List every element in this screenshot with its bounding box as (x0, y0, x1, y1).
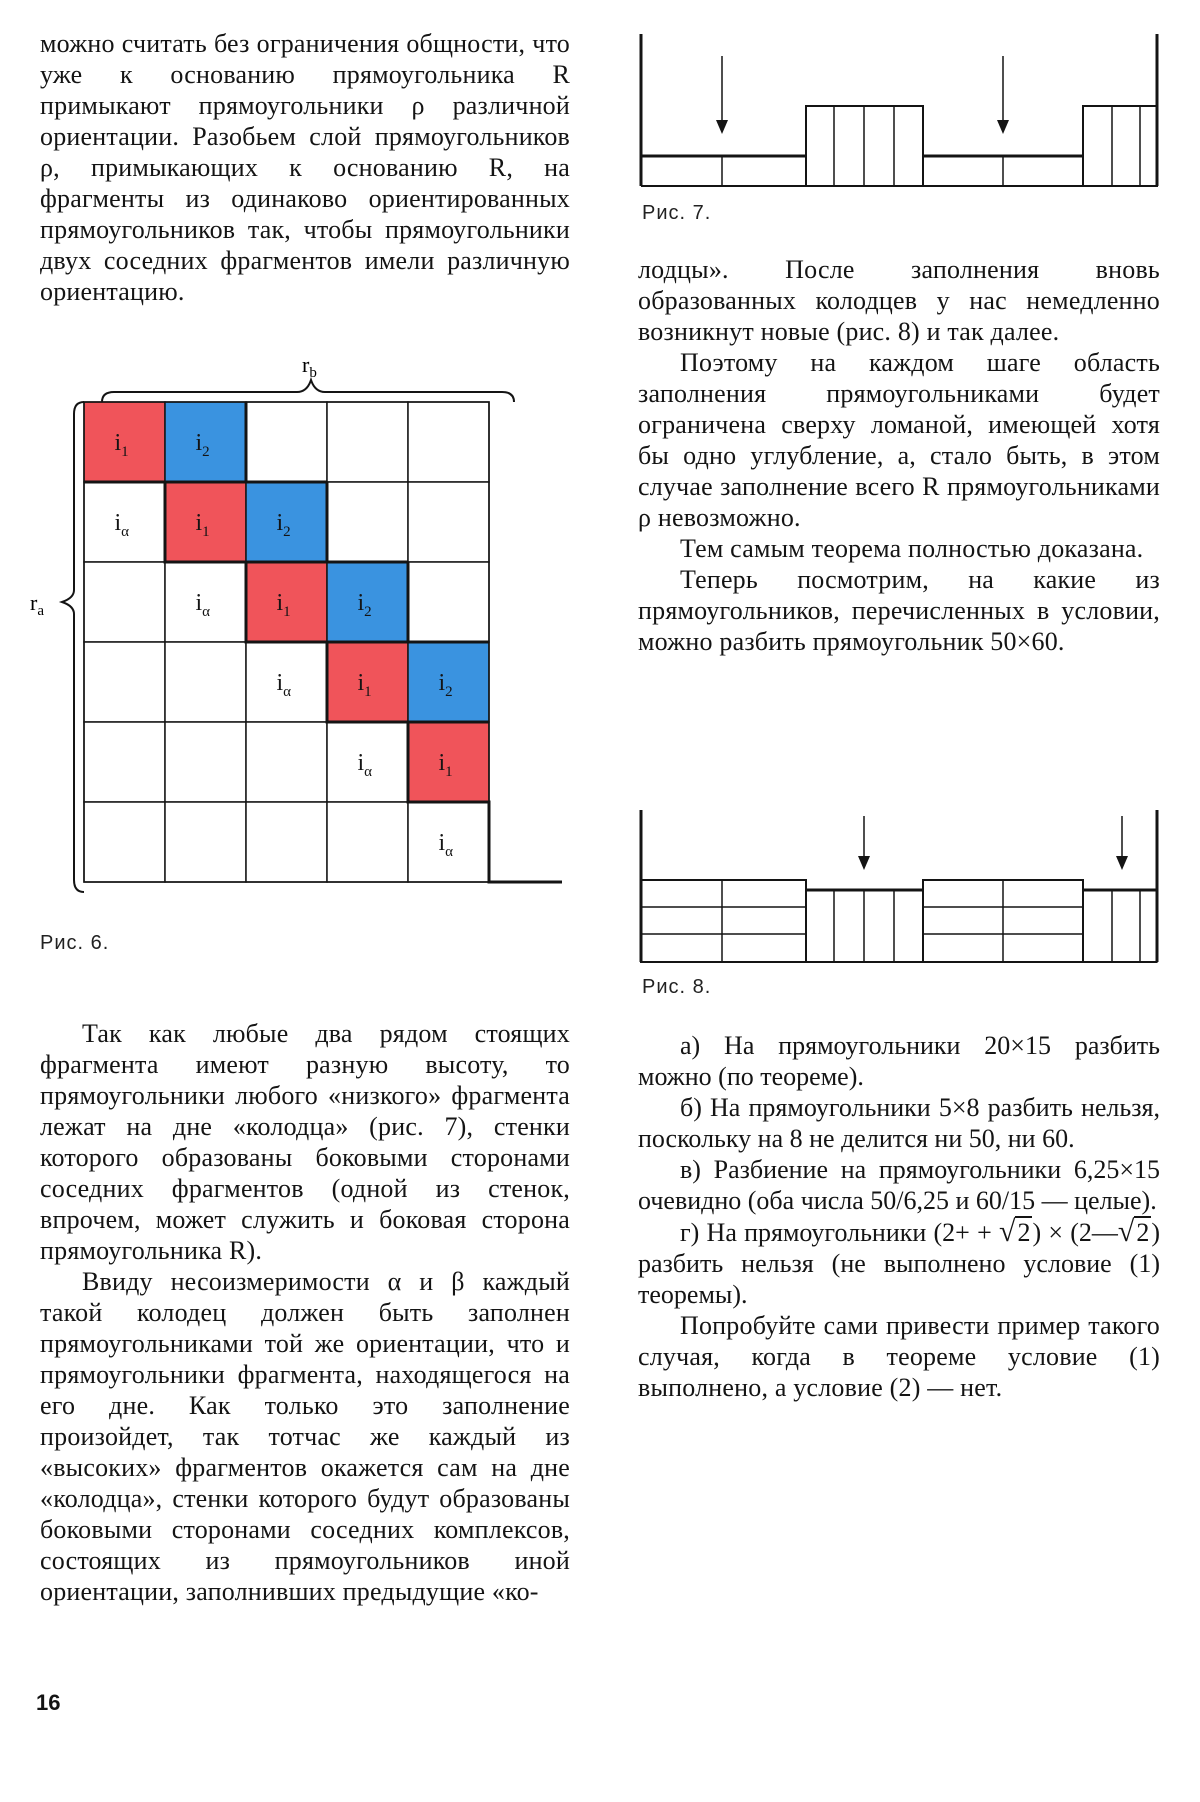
right-paragraph-1: лодцы». После заполнения вновь образованных колодцев у нас немедленно возникнут новые (рис. 8) и так далее. (638, 255, 1160, 346)
figure-8 (638, 810, 1160, 1010)
grid-cell (327, 802, 408, 882)
left-brace (62, 402, 84, 892)
cell-label: $i_\alpha$ (114, 510, 130, 540)
grid-cell (408, 562, 489, 642)
page-number: 16 (36, 1690, 61, 1715)
grid-cell (327, 402, 408, 482)
cell-label: $i_\alpha$ (195, 590, 211, 620)
right-column-lower (638, 1030, 1160, 1403)
left-column (40, 28, 570, 307)
figure-8-diagram (638, 810, 1160, 970)
cell-label: $i_2$ (195, 430, 210, 460)
figure-7 (638, 34, 1160, 234)
cell-label: $i_2$ (357, 590, 372, 620)
figure-7-diagram (638, 34, 1160, 194)
cell-label: $i_1$ (357, 670, 372, 700)
left-paragraph-3: Ввиду несоизмеримости α и β каждый такой колодец должен быть заполнен прямоугольниками той же ориентации, что и прямоугольники фрагмента, находящегося на его дне. Как только это заполнение произойдет, так тотчас же каждый из «высоких» фрагментов окажется сам на дне «колодца», стенки которого будут образованы боковыми сторонами соседних комплексов, состоящих из прямоугольников иной ориентации, заполнивших предыдущие «ко- (40, 1267, 570, 1606)
grid-cell (246, 722, 327, 802)
cell-label: $i_2$ (438, 670, 453, 700)
grid-cell (327, 562, 408, 642)
cell-label: $i_1$ (195, 510, 210, 540)
cell-label: $i_1$ (114, 430, 129, 460)
grid-cell (408, 642, 489, 722)
item-b: б) На прямоугольники 5×8 разбить нельзя, поскольку на 8 не делится ни 50, ни 60. (638, 1093, 1160, 1153)
right-column-upper (638, 254, 1160, 657)
right-paragraph-3: Тем самым теорема полностью доказана. (680, 534, 1144, 563)
sqrt-2: √2 (1117, 1215, 1150, 1248)
cell-label: $i_1$ (276, 590, 291, 620)
grid-cell (84, 562, 165, 642)
item-a: а) На прямоугольники 20×15 разбить можно (по теореме). (638, 1031, 1160, 1091)
grid-cell (165, 722, 246, 802)
left-paragraph-2: Так как любые два рядом стоящих фрагмента имеют разную высоту, то прямоугольники любого «низкого» фрагмента лежат на дне «колодца» (рис. 7), стенки которого образованы боковыми сторонами соседних фрагментов (одной из стенок, впрочем, может служить и боковая сторона прямоугольника R). (40, 1019, 570, 1265)
grid-cell (84, 642, 165, 722)
grid-cell (327, 642, 408, 722)
cell-label: $i_\alpha$ (276, 670, 292, 700)
grid-cell (165, 642, 246, 722)
label-rb: $r_b$ (302, 352, 317, 381)
grid-cell (246, 482, 327, 562)
grid-cell (408, 802, 489, 882)
arrow-down-icon (1116, 856, 1128, 870)
grid-cell (165, 562, 246, 642)
right-paragraph-5: Попробуйте сами привести пример такого случая, когда в теореме условие (1) выполнено, а условие (2) — нет. (638, 1311, 1160, 1402)
left-paragraph-1: можно считать без ограничения общности, что уже к основанию прямоугольника R примыкают прямоугольники ρ различной ориентации. Разобьем слой прямоугольников ρ, примыкающих к основанию R, на фрагменты из одинаково ориентированных прямоугольников так, чтобы прямоугольники двух соседних фрагментов имели различную ориентацию. (40, 29, 570, 306)
grid-cell (246, 802, 327, 882)
grid-cell (408, 722, 489, 802)
grid-cell (246, 642, 327, 722)
right-paragraph-4: Теперь посмотрим, на какие из прямоугольников, перечисленных в условии, можно разбить прямоугольник 50×60. (638, 565, 1160, 656)
grid-cell (84, 402, 165, 482)
item-v: в) Разбиение на прямоугольники 6,25×15 очевидно (оба числа 50/6,25 и 60/15 — целые). (638, 1155, 1160, 1215)
grid-cell (84, 722, 165, 802)
grid-cell (84, 802, 165, 882)
cell-label: $i_\alpha$ (438, 830, 454, 860)
figure-6-caption: Рис. 6. (40, 932, 110, 954)
figure-6-diagram (22, 340, 562, 960)
cell-label: $i_\alpha$ (357, 750, 373, 780)
cell-label: $i_1$ (438, 750, 453, 780)
grid-cell (246, 402, 327, 482)
right-paragraph-2: Поэтому на каждом шаге область заполнения прямоугольниками будет ограничена сверху ломаной, имеющей хотя бы одно углубление, а, стало быть, в этом случае заполнение всего R прямоугольниками ρ невозможно. (638, 348, 1160, 532)
figure-8-caption: Рис. 8. (642, 976, 712, 998)
cell-label: $i_2$ (276, 510, 291, 540)
grid-cell (408, 482, 489, 562)
figure-7-caption: Рис. 7. (642, 202, 712, 224)
arrow-down-icon (997, 120, 1009, 134)
grid-cell (327, 482, 408, 562)
arrow-down-icon (858, 856, 870, 870)
arrow-down-icon (716, 120, 728, 134)
grid-cell (165, 402, 246, 482)
item-g: г) На прямоугольники (2+ + √2) × (2—√2) разбить нельзя (не выполнено условие (1) теоремы). (638, 1215, 1161, 1309)
grid-cell (165, 802, 246, 882)
grid-cell (408, 402, 489, 482)
grid-cell (327, 722, 408, 802)
grid-cell (165, 482, 246, 562)
grid-cell (246, 562, 327, 642)
label-ra: $r_a$ (30, 590, 44, 619)
figure-6-grid (84, 402, 562, 882)
sqrt-2: √2 (998, 1215, 1031, 1248)
figure-6 (22, 340, 562, 960)
grid-cell (84, 482, 165, 562)
left-column-lower (40, 1018, 570, 1607)
top-brace (102, 380, 514, 402)
